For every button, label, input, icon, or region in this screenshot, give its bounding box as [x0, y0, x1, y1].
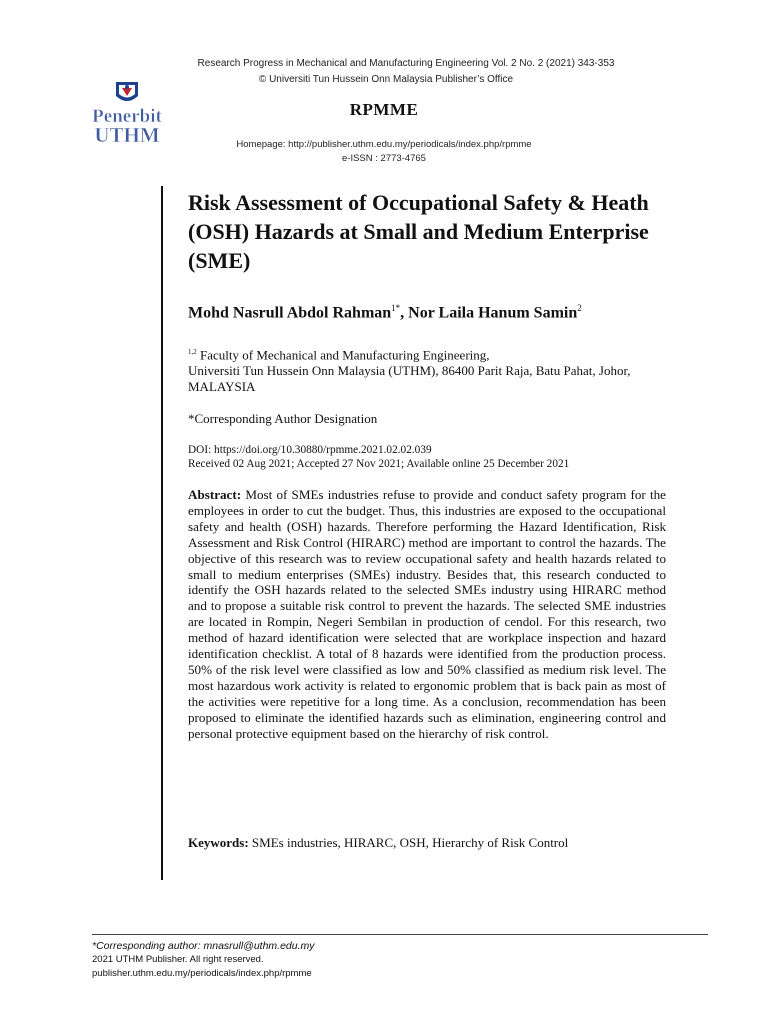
affiliation-line-1: Faculty of Mechanical and Manufacturing Engineering, [200, 347, 490, 363]
doi-block [188, 443, 658, 471]
svg-text:Penerbit: Penerbit [92, 106, 162, 127]
copyright-line: © Universiti Tun Hussein Onn Malaysia Publisher’s Office [258, 74, 514, 85]
abstract-text: Most of SMEs industries refuse to provide and conduct safety program for the employees in order to cut the budget. Thus, this industries are exposed to the occupational safety and health (OSH) hazards. Therefore performing the Hazard Identification, Risk Assessment and Risk Control (HIRARC) method are important to control the hazards. The objective of this research was to review occupational safety and health hazards related to small to medium enterprises (SMEs) industry. Besides that, this research conducted to identify the OSH hazards related to the selected SMEs industry using HIRARC method and to propose a suitable risk control to prevent the hazards. The selected SME industries are located in Rompin, Negeri Sembilan in production of cendol. For this research, two method of hazard identification were selected that are workplace inspection and hazard identification checklist. A total of 8 hazards were identified from the production process. 50% of the risk level were classified as low and 50% classified as medium risk level. The most hazardous work activity is related to ergonomic problem that is back pain as most of the activities were repetitive for a long time. As a conclusion, recommendation has been proposed to eliminate the identified hazards such as elimination, engineering control and personal protective equipment based on the hierarchy of risk control. [188, 487, 666, 741]
journal-abbrev-title: RPMME [349, 100, 419, 119]
footer-url[interactable]: publisher.uthm.edu.my/periodicals/index.php/rpmme [92, 968, 312, 979]
author-2-name: Nor Laila Hanum Samin [408, 304, 578, 322]
left-margin-rule [161, 186, 163, 880]
author-1-name: Mohd Nasrull Abdol Rahman [188, 304, 392, 322]
affiliation-line-2: Universiti Tun Hussein Onn Malaysia (UTHM), 86400 Parit Raja, Batu Pahat, Johor, MALAYSIA [188, 363, 631, 395]
journal-citation-line: Research Progress in Mechanical and Manufacturing Engineering Vol. 2 No. 2 (2021) 343-353 [197, 58, 615, 69]
article-dates: Received 02 Aug 2021; Accepted 27 Nov 2021; Available online 25 December 2021 [188, 458, 570, 470]
affiliation [188, 344, 648, 395]
keywords-text: SMEs industries, HIRARC, OSH, Hierarchy of Risk Control [251, 835, 569, 850]
homepage-line: Homepage: http://publisher.uthm.edu.my/periodicals/index.php/rpmme [236, 139, 532, 150]
svg-text:UTHM: UTHM [94, 123, 160, 147]
author-list [188, 303, 688, 322]
corresponding-designation: *Corresponding Author Designation [188, 411, 378, 426]
keywords-label: Keywords: [188, 835, 249, 850]
footer-corresponding-author: *Corresponding author: mnasrull@uthm.edu.my [92, 940, 315, 952]
eissn-line: e-ISSN : 2773-4765 [342, 153, 426, 164]
keywords [188, 835, 666, 851]
footer-rule [92, 934, 708, 935]
doi-link[interactable]: DOI: https://doi.org/10.30880/rpmme.2021.02.02.039 [188, 444, 432, 456]
author-separator: , [400, 304, 409, 322]
article-title: Risk Assessment of Occupational Safety & Heath (OSH) Hazards at Small and Medium Enterprise (SME) [188, 190, 649, 273]
author-2-sup: 2 [577, 303, 582, 313]
abstract-label: Abstract: [188, 487, 242, 502]
affiliation-sup: 1,2 [188, 348, 197, 356]
author-1-sup: 1* [391, 303, 401, 313]
abstract [188, 487, 666, 742]
footer-publisher: 2021 UTHM Publisher. All right reserved. [92, 954, 264, 965]
